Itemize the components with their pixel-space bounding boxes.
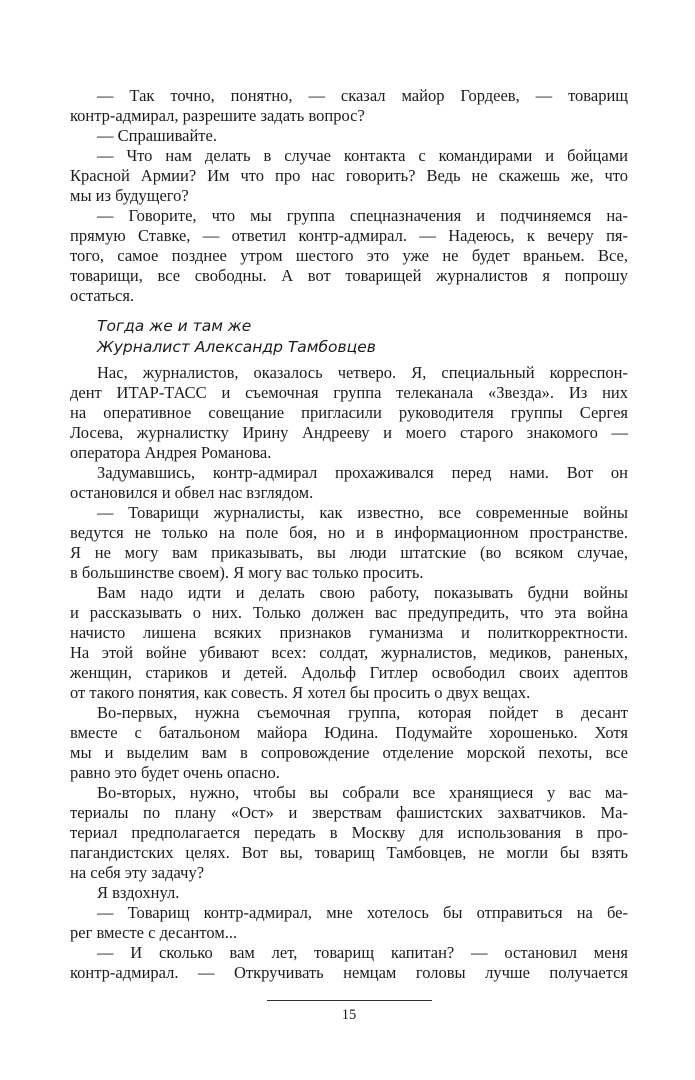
text-line: Нас, журналистов, оказалось четверо. Я, специальный корреспон- bbox=[97, 363, 628, 382]
text-line: прямую Ставке, — ответил контр-адмирал. — Надеюсь, к вечеру пя- bbox=[70, 226, 628, 245]
text-line: Во-вторых, нужно, чтобы вы собрали все хранящиеся у вас ма- bbox=[97, 783, 628, 802]
text-line: того, самое позднее утром шестого это уже не будет враньем. Все, bbox=[70, 246, 628, 265]
text-line: — И сколько вам лет, товарищ капитан? — остановил меня bbox=[97, 943, 628, 962]
text-line: Лосева, журналистку Ирину Андрееву и моего старого знакомого — bbox=[70, 423, 628, 442]
text-line: мы и выделим вам в сопровождение отделение морской пехоты, все bbox=[70, 743, 628, 762]
text-line: женщин, стариков и детей. Адольф Гитлер освободил своих адептов bbox=[70, 663, 628, 682]
paragraph bbox=[70, 883, 628, 903]
text-line: Задумавшись, контр-адмирал прохаживался перед нами. Вот он bbox=[97, 463, 628, 482]
paragraph bbox=[70, 463, 628, 503]
text-line: равно это будет очень опасно. bbox=[70, 763, 280, 782]
paragraph bbox=[70, 146, 628, 206]
text-line: и рассказывать о них. Только должен вас предупредить, что эта война bbox=[70, 603, 628, 622]
text-line: на себя эту задачу? bbox=[70, 863, 205, 882]
text-line: на оперативное совещание пригласили руководителя группы Сергея bbox=[70, 403, 628, 422]
text-line: — Спрашивайте. bbox=[97, 126, 217, 145]
paragraph bbox=[70, 86, 628, 126]
section-heading bbox=[70, 316, 628, 358]
paragraph bbox=[70, 126, 628, 146]
text-line: — Товарищ контр-адмирал, мне хотелось бы отправиться на бе- bbox=[97, 903, 628, 922]
paragraph bbox=[70, 783, 628, 883]
footer-rule bbox=[267, 1000, 432, 1001]
text-line: териал предполагается передать в Москву для использования в про- bbox=[70, 823, 628, 842]
text-line: Красной Армии? Им что про нас говорить? Ведь не скажешь же, что bbox=[70, 166, 628, 185]
text-line: Вам надо идти и делать свою работу, показывать будни войны bbox=[97, 583, 628, 602]
text-line: териалы по плану «Ост» и зверствам фашистских захватчиков. Ма- bbox=[70, 803, 628, 822]
text-line: в большинстве своем). Я могу вас только просить. bbox=[70, 563, 424, 582]
text-line: вместе с батальоном майора Юдина. Подумайте хорошенько. Хотя bbox=[70, 723, 628, 742]
text-line: пагандистских целях. Вот вы, товарищ Тамбовцев, не могли бы взять bbox=[70, 843, 628, 862]
text-line: — Товарищи журналисты, как известно, все современные войны bbox=[97, 503, 628, 522]
text-line: рег вместе с десантом... bbox=[70, 923, 238, 942]
paragraph bbox=[70, 583, 628, 703]
text-line: — Что нам делать в случае контакта с командирами и бойцами bbox=[97, 146, 628, 165]
text-line: товарищи, все свободны. А вот товарищей журналистов я попрошу bbox=[70, 266, 628, 285]
text-line: оператора Андрея Романова. bbox=[70, 443, 272, 462]
text-line: — Говорите, что мы группа спецназначения и подчиняемся на- bbox=[97, 206, 628, 225]
text-line: мы из будущего? bbox=[70, 186, 189, 205]
text-line: дент ИТАР-ТАСС и съемочная группа телеканала «Звезда». Из них bbox=[70, 383, 628, 402]
page-footer bbox=[70, 1000, 628, 1024]
text-line: Тогда же и там же bbox=[97, 317, 252, 335]
text-line: Журналист Александр Тамбовцев bbox=[97, 338, 376, 356]
page-text-block bbox=[70, 86, 628, 983]
text-line: Я вздохнул. bbox=[97, 883, 180, 902]
text-line: от такого понятия, как совесть. Я хотел бы просить о двух вещах. bbox=[70, 683, 531, 702]
text-line: контр-адмирал. — Откручивать немцам головы лучше получается bbox=[70, 963, 628, 982]
text-line: Я не могу вам приказывать, вы люди штатские (во всяком случае, bbox=[70, 543, 628, 562]
paragraph bbox=[70, 943, 628, 983]
text-line: На этой войне убивают всех: солдат, журналистов, медиков, раненых, bbox=[70, 643, 628, 662]
paragraph bbox=[70, 363, 628, 463]
text-line: контр-адмирал, разрешите задать вопрос? bbox=[70, 106, 365, 125]
paragraph bbox=[70, 503, 628, 583]
paragraph bbox=[70, 903, 628, 943]
paragraph bbox=[70, 703, 628, 783]
text-line: Во-первых, нужна съемочная группа, которая пойдет в десант bbox=[97, 703, 628, 722]
text-line: — Так точно, понятно, — сказал майор Гордеев, — товарищ bbox=[97, 86, 628, 105]
text-line: остаться. bbox=[70, 286, 135, 305]
paragraph bbox=[70, 206, 628, 306]
page-number: 15 bbox=[341, 1007, 357, 1023]
text-line: ведутся не только на поле боя, но и в информационном пространстве. bbox=[70, 523, 628, 542]
text-line: начисто лишена всяких признаков гуманизма и политкорректности. bbox=[70, 623, 628, 642]
text-line: остановился и обвел нас взглядом. bbox=[70, 483, 314, 502]
